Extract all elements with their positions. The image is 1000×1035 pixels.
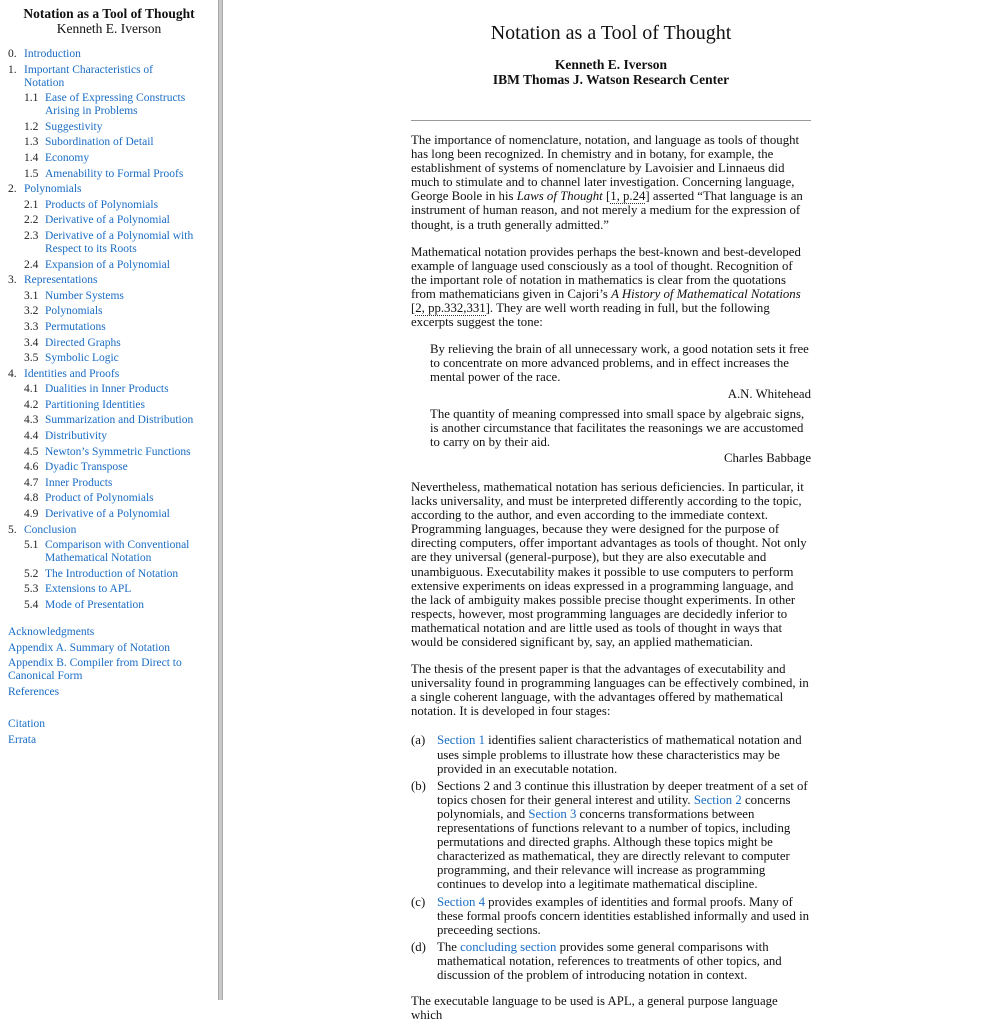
toc-link[interactable]: Derivative of a Polynomial	[45, 508, 170, 521]
frame-divider[interactable]	[218, 0, 223, 1000]
toc-link[interactable]: Products of Polynomials	[45, 198, 159, 211]
paragraph-thesis: The thesis of the present paper is that the advantages of executability and universality found in programming languages can be effectively combined, in a single coherent language, with the advantages offered by mathematical notation. It is developed in four stages:	[411, 662, 809, 719]
toc-number: 5.2	[24, 567, 39, 580]
page-title: Notation as a Tool of Thought	[490, 22, 732, 44]
toc-number: 4.8	[24, 492, 39, 505]
toc-number: 0.	[8, 48, 17, 60]
toc-number: 1.	[8, 63, 17, 76]
toc-link[interactable]: Identities and Proofs	[24, 367, 120, 380]
book-title: A History of Mathematical Notations	[611, 286, 801, 301]
toc-number: 1.3	[24, 136, 39, 149]
toc-number: 1.5	[24, 167, 39, 180]
section-link[interactable]: Section 1	[437, 733, 485, 748]
title-divider	[411, 120, 811, 121]
quote-attribution: A.N. Whitehead	[727, 386, 811, 401]
toc-number: 4.7	[24, 476, 39, 489]
toc-link[interactable]: Important Characteristics of Notation	[24, 63, 154, 89]
toc-number: 4.9	[24, 508, 39, 521]
book-title: Laws of Thought	[516, 189, 603, 204]
paragraph-intro: The importance of nomenclature, notation, and language as tools of thought has long been recognized. In chemistry and in botany, for example, the establishment of systems of nomenclature by Lavoisier and Linnaeus did much to stimulate and to channel later investigation. Concerning language, George Boole in his Laws of Thought [1, p.24] asserted “That language is an instrument of human reason, and not merely a medium for the expression of thought, is a truth generally admitted.”	[411, 133, 803, 232]
author-affiliation: IBM Thomas J. Watson Research Center	[492, 72, 730, 87]
list-item: (b) Sections 2 and 3 continue this illustration by deeper treatment of a set of topics chosen for their general interest and utility. Section 2 concerns polynomials, and Section 3 concerns transformations between representations of functions relevant to a number of topics, including permutations and directed graphs. Although these topics might be characterized as mathematical, they are directly relevant to computer programming, and their relevance will increase as programming continues to develop into a legitimate mathematical discipline.	[411, 778, 808, 892]
toc-link[interactable]: Dyadic Transpose	[45, 461, 128, 474]
paragraph-apl: The executable language to be used is APL, a general purpose language which	[411, 994, 778, 1023]
article-body	[411, 0, 811, 1035]
toc-link[interactable]: Permutations	[45, 320, 106, 333]
toc-link[interactable]: Introduction	[24, 48, 81, 60]
toc-link[interactable]: Polynomials	[45, 305, 103, 318]
toc-link[interactable]: Derivative of a Polynomial	[45, 214, 170, 227]
citation-link[interactable]: 1, p.24	[610, 189, 646, 204]
toc-link[interactable]: Product of Polynomials	[45, 492, 154, 505]
toc-number: 3.	[8, 274, 17, 287]
toc-link[interactable]: Acknowledgments	[8, 626, 95, 638]
paragraph-deficiencies: Nevertheless, mathematical notation has serious deficiencies. In particular, it lacks universality, and must be interpreted differently according to the topic, according to the author, and even according to the immediate context. Programming languages, because they were designed for the purpose of directing computers, offer important advantages as tools of thought. Not only are they universal (general-purpose), but they are also executable and unambiguous. Executability makes it possible to use computers to perform extensive experiments on ideas expressed in a programming language, and the lack of ambiguity makes possible precise thought experiments. In other respects, however, most programming languages are decidedly inferior to mathematical notation and are little used as tools of thought in ways that would be considered significant by, say, an applied mathematician.	[411, 479, 807, 649]
toc-section	[8, 183, 218, 271]
paragraph-notation: Mathematical notation provides perhaps the best-known and best-developed example of language used consciously as a tool of thought. Recognition of the important role of notation in mathematics is clear from the quotations from mathematicians given in Cajori’s A History of Mathematical Notations [2, pp.332,331]. They are well worth reading in full, but the following excerpts suggest the tone:	[411, 244, 801, 330]
toc-number: 3.1	[24, 289, 39, 302]
list-item: (d) The concluding section provides some general comparisons with mathematical notation, references to treatments of other topics, and discussion of the problem of introducing notation in context.	[411, 939, 782, 982]
toc-number: 4.2	[24, 398, 39, 411]
toc-number: 1.4	[24, 151, 39, 164]
toc-link[interactable]: Symbolic Logic	[45, 352, 119, 365]
toc-extra-links	[0, 626, 218, 747]
quote-whitehead: By relieving the brain of all unnecessary work, a good notation sets it free to concentrate on more advanced problems, and in effect increases the mental power of the race.	[430, 342, 809, 385]
toc-link[interactable]: Subordination of Detail	[45, 136, 154, 149]
toc-section	[8, 274, 218, 365]
toc-link[interactable]: Representations	[24, 274, 98, 287]
toc-list	[0, 48, 218, 612]
sidebar-author: Kenneth E. Iverson	[56, 21, 162, 36]
toc-link[interactable]: Dualities in Inner Products	[45, 383, 169, 396]
toc-number: 3.2	[24, 305, 39, 318]
quote-attribution: Charles Babbage	[723, 450, 811, 465]
toc-section	[8, 48, 218, 61]
toc-link[interactable]: Polynomials	[24, 183, 82, 196]
toc-number: 5.	[8, 523, 17, 536]
toc-number: 2.1	[24, 198, 39, 211]
toc-number: 4.4	[24, 430, 39, 443]
stages-list	[411, 733, 811, 982]
toc-link[interactable]: Distributivity	[45, 430, 107, 443]
toc-number: 5.3	[24, 583, 39, 596]
toc-link[interactable]: Summarization and Distribution	[45, 414, 194, 427]
toc-link[interactable]: Directed Graphs	[45, 336, 121, 349]
list-item: (c) Section 4 provides examples of identities and formal proofs. Many of these formal proofs concern identities established informally and used in preceeding sections.	[411, 894, 810, 937]
toc-link[interactable]: Number Systems	[45, 289, 124, 302]
toc-number: 2.	[8, 183, 17, 196]
toc-link[interactable]: Comparison with Conventional Mathematical Notation	[45, 539, 190, 565]
toc-section	[8, 524, 218, 612]
toc-link[interactable]: Inner Products	[45, 476, 113, 489]
toc-number: 4.6	[24, 461, 39, 474]
toc-number: 4.3	[24, 414, 39, 427]
citation-link[interactable]: 2, pp.332,331	[415, 301, 486, 316]
toc-link[interactable]: Mode of Presentation	[45, 599, 145, 611]
toc-number: 2.2	[24, 214, 39, 227]
toc-link[interactable]: Economy	[45, 151, 90, 164]
toc-number: 5.1	[24, 539, 39, 552]
toc-link[interactable]: Appendix B. Compiler from Direct to Canonical Form	[8, 657, 182, 683]
toc-link[interactable]: Conclusion	[24, 523, 77, 536]
toc-number: 4.5	[24, 445, 39, 458]
toc-link[interactable]: Citation	[8, 717, 46, 730]
section-link[interactable]: concluding section	[460, 939, 557, 954]
section-link[interactable]: Section 3	[528, 806, 577, 821]
section-link[interactable]: Section 2	[693, 792, 742, 807]
section-link[interactable]: Section 4	[437, 894, 485, 909]
toc-link[interactable]: Derivative of a Polynomial with Respect to its Roots	[45, 229, 194, 255]
toc-number: 3.5	[24, 352, 39, 365]
sidebar-title: Notation as a Tool of Thought	[23, 6, 195, 21]
toc-number: 3.4	[24, 336, 39, 349]
toc-link[interactable]: Errata	[8, 733, 37, 746]
toc-section	[8, 64, 218, 181]
toc-section	[8, 368, 218, 521]
list-item: (a) Section 1 identifies salient characteristics of mathematical notation and uses simple problems to illustrate how these characteristics may be provided in an executable notation.	[411, 733, 802, 776]
toc-number: 1.1	[24, 92, 39, 105]
toc-number: 3.3	[24, 320, 39, 333]
toc-number: 4.	[8, 367, 17, 380]
table-of-contents-sidebar	[0, 0, 218, 1000]
toc-link[interactable]: Amenability to Formal Proofs	[45, 167, 184, 180]
toc-number: 2.4	[24, 258, 39, 271]
toc-link[interactable]: References	[8, 685, 60, 698]
toc-link[interactable]: Partitioning Identities	[45, 398, 145, 411]
toc-number: 1.2	[24, 120, 39, 133]
toc-link[interactable]: The Introduction of Notation	[45, 567, 179, 580]
toc-number: 4.1	[24, 383, 39, 396]
toc-number: 2.3	[24, 229, 39, 242]
toc-link[interactable]: Expansion of a Polynomial	[45, 258, 170, 271]
author-name: Kenneth E. Iverson	[554, 57, 668, 72]
toc-link[interactable]: Appendix A. Summary of Notation	[8, 641, 170, 654]
toc-link[interactable]: Suggestivity	[45, 120, 103, 133]
toc-number: 5.4	[24, 599, 39, 611]
toc-link[interactable]: Ease of Expressing Constructs Arising in Problems	[45, 92, 186, 118]
quote-babbage: The quantity of meaning compressed into small space by algebraic signs, is another circumstance that facilitates the reasonings we are accustomed to carry on by their aid.	[430, 406, 805, 449]
toc-link[interactable]: Newton’s Symmetric Functions	[45, 445, 191, 458]
toc-link[interactable]: Extensions to APL	[45, 583, 132, 596]
